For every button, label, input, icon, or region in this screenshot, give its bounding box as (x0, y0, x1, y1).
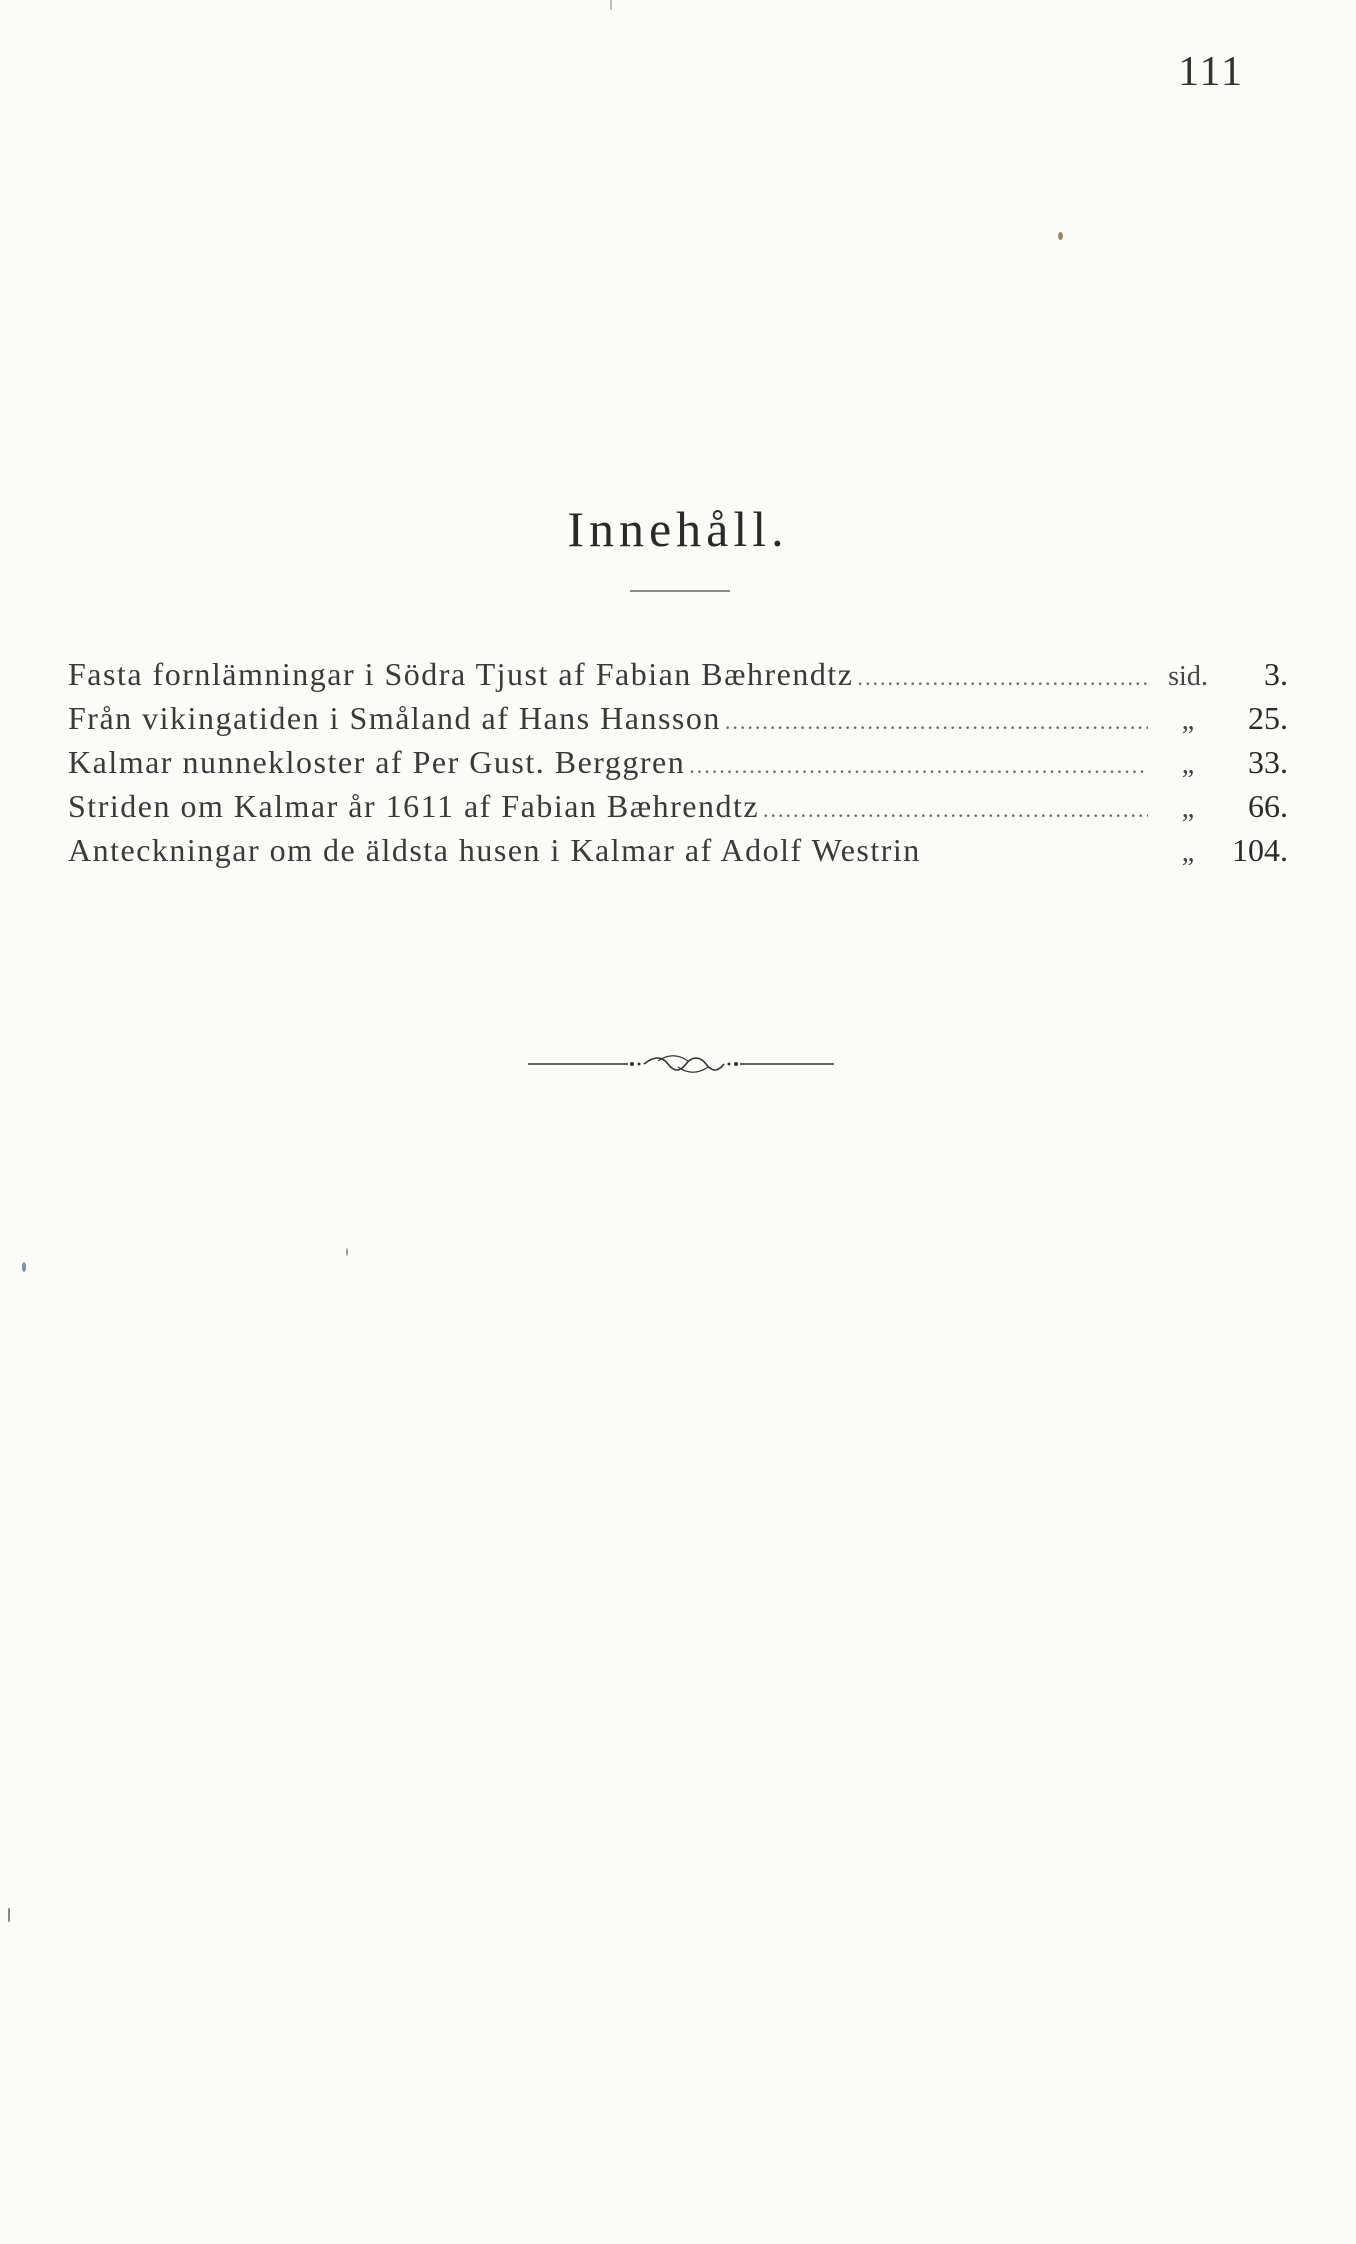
toc-entry-title: Kalmar nunnekloster af Per Gust. Berggren (68, 744, 686, 780)
dot-leader (689, 753, 1148, 779)
toc-entry-page: 104. (1232, 832, 1288, 868)
page-title: Innehåll. (567, 501, 789, 557)
toc-entry-page: 66. (1248, 788, 1288, 824)
toc-entry-page: 33. (1248, 744, 1288, 780)
toc-entry-title: Anteckningar om de äldsta husen i Kalmar af Adolf Westrin (68, 832, 921, 868)
paper-speck (22, 1262, 26, 1272)
table-of-contents (68, 656, 1288, 876)
toc-entry-ref: „ (1181, 749, 1195, 780)
toc-entry-page: 3. (1264, 656, 1288, 692)
toc-entry-ref: „ (1181, 793, 1195, 824)
paper-speck (1058, 232, 1063, 240)
toc-entry-ref: sid. (1168, 661, 1208, 692)
toc-entry-title: Från vikingatiden i Småland af Hans Hansson (68, 700, 721, 736)
toc-entry-ref: „ (1181, 837, 1195, 868)
toc-entry (68, 788, 1288, 832)
paper-speck (346, 1248, 348, 1256)
dot-leader (857, 665, 1148, 691)
toc-entry (68, 700, 1288, 744)
toc-entry-title: Fasta fornlämningar i Södra Tjust af Fabian Bæhrendtz (68, 656, 854, 692)
toc-entry-title: Striden om Kalmar år 1611 af Fabian Bæhrendtz (68, 788, 760, 824)
paper-speck (610, 0, 612, 10)
dot-leader (763, 797, 1148, 823)
toc-entry-page: 25. (1248, 700, 1288, 736)
page-number: 111 (1178, 49, 1244, 95)
toc-entry (68, 656, 1288, 700)
toc-entry (68, 832, 1288, 876)
dot-leader (725, 709, 1148, 735)
toc-entry-ref: „ (1181, 705, 1195, 736)
paper-speck (8, 1908, 10, 1922)
decorative-flourish-icon (528, 1052, 834, 1076)
toc-entry (68, 744, 1288, 788)
title-underline-divider (630, 590, 730, 592)
